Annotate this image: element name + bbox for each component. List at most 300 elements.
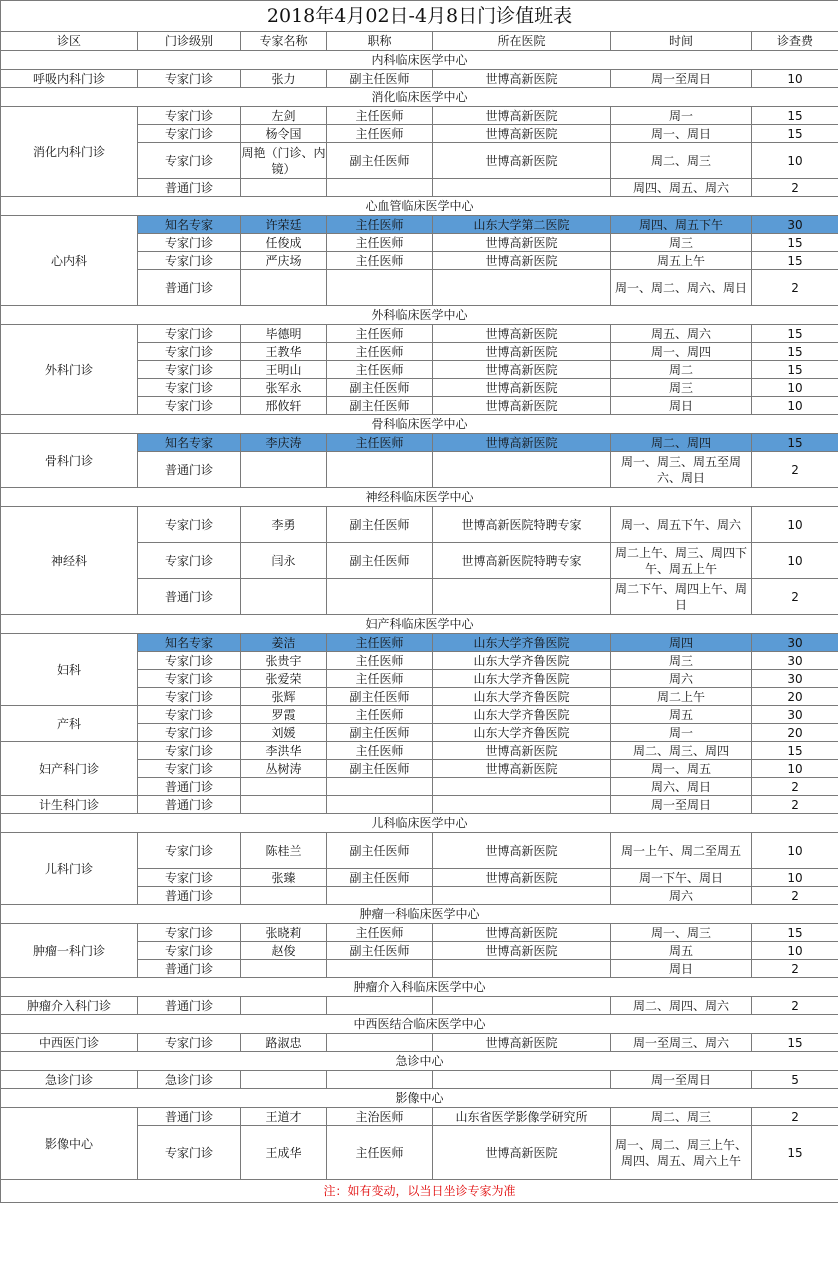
doctor-title: 副主任医师 [327,143,433,179]
doctor-title: 主任医师 [327,107,433,125]
consult-fee: 10 [752,942,838,960]
table-row [1,924,838,942]
schedule-time: 周二上午、周三、周四下午、周五上午 [611,543,752,579]
doctor-name: 张力 [241,70,327,88]
hospital-name: 世博高新医院 [433,361,611,379]
clinic-level: 专家门诊 [138,125,241,143]
clinic-level: 专家门诊 [138,234,241,252]
doctor-name [241,179,327,197]
section-row [1,814,838,833]
schedule-time: 周一、周五 [611,760,752,778]
section-row [1,88,838,107]
hospital-name: 世博高新医院 [433,125,611,143]
doctor-name: 刘媛 [241,724,327,742]
clinic-level: 专家门诊 [138,143,241,179]
doctor-title [327,452,433,488]
clinic-level: 普通门诊 [138,778,241,796]
section-title: 神经科临床医学中心 [1,488,838,507]
hospital-name: 世博高新医院 [433,234,611,252]
hospital-name: 世博高新医院 [433,924,611,942]
clinic-level: 专家门诊 [138,1034,241,1052]
clinic-level: 急诊门诊 [138,1071,241,1089]
doctor-name: 张贵宇 [241,652,327,670]
section-title: 内科临床医学中心 [1,51,838,70]
doctor-name: 赵俊 [241,942,327,960]
consult-fee: 2 [752,179,838,197]
doctor-title: 副主任医师 [327,724,433,742]
schedule-time: 周二、周四、周六 [611,997,752,1015]
doctor-name: 李洪华 [241,742,327,760]
doctor-title: 副主任医师 [327,543,433,579]
doctor-title: 主任医师 [327,234,433,252]
doctor-name [241,960,327,978]
clinic-level: 专家门诊 [138,652,241,670]
table-row [1,1108,838,1126]
schedule-time: 周一上午、周二至周五 [611,833,752,869]
consult-fee: 30 [752,652,838,670]
clinic-level: 专家门诊 [138,742,241,760]
clinic-area: 外科门诊 [1,325,138,415]
clinic-area: 骨科门诊 [1,434,138,488]
doctor-name [241,270,327,306]
col-header: 门诊级别 [138,32,241,51]
hospital-name: 世博高新医院 [433,760,611,778]
consult-fee: 15 [752,361,838,379]
consult-fee: 15 [752,125,838,143]
doctor-name: 毕德明 [241,325,327,343]
hospital-name: 世博高新医院 [433,143,611,179]
doctor-title: 副主任医师 [327,507,433,543]
hospital-name: 山东大学齐鲁医院 [433,706,611,724]
doctor-name: 张辉 [241,688,327,706]
clinic-area: 计生科门诊 [1,796,138,814]
doctor-title: 主任医师 [327,325,433,343]
clinic-level: 专家门诊 [138,1126,241,1180]
consult-fee: 10 [752,869,838,887]
schedule-time: 周一、周五下午、周六 [611,507,752,543]
schedule-time: 周六 [611,670,752,688]
clinic-area: 心内科 [1,216,138,306]
hospital-name: 世博高新医院特聘专家 [433,507,611,543]
clinic-area: 肿瘤介入科门诊 [1,997,138,1015]
doctor-title: 主治医师 [327,1108,433,1126]
doctor-name: 罗霞 [241,706,327,724]
consult-fee: 30 [752,706,838,724]
doctor-title [327,960,433,978]
doctor-name: 王明山 [241,361,327,379]
hospital-name: 山东大学齐鲁医院 [433,724,611,742]
doctor-title: 主任医师 [327,634,433,652]
consult-fee: 20 [752,724,838,742]
schedule-time: 周一、周四 [611,343,752,361]
clinic-area: 肿瘤一科门诊 [1,924,138,978]
clinic-level: 普通门诊 [138,270,241,306]
section-row [1,615,838,634]
section-row [1,1015,838,1034]
schedule-time: 周五、周六 [611,325,752,343]
schedule-time: 周四、周五下午 [611,216,752,234]
consult-fee: 2 [752,960,838,978]
consult-fee: 2 [752,997,838,1015]
clinic-level: 专家门诊 [138,706,241,724]
section-row [1,197,838,216]
clinic-level: 专家门诊 [138,325,241,343]
clinic-level: 普通门诊 [138,579,241,615]
schedule-time: 周一下午、周日 [611,869,752,887]
consult-fee: 2 [752,887,838,905]
schedule-time: 周一至周日 [611,796,752,814]
section-title: 心血管临床医学中心 [1,197,838,216]
section-title: 急诊中心 [1,1052,838,1071]
section-title: 影像中心 [1,1089,838,1108]
section-title: 肿瘤一科临床医学中心 [1,905,838,924]
clinic-level: 专家门诊 [138,760,241,778]
doctor-title [327,997,433,1015]
hospital-name [433,960,611,978]
doctor-name: 杨令国 [241,125,327,143]
doctor-title: 主任医师 [327,742,433,760]
consult-fee: 2 [752,579,838,615]
doctor-title: 副主任医师 [327,760,433,778]
consult-fee: 10 [752,397,838,415]
schedule-time: 周五 [611,942,752,960]
table-row [1,796,838,814]
schedule-time: 周二、周三 [611,143,752,179]
header-row [1,32,838,51]
hospital-name: 世博高新医院 [433,1126,611,1180]
hospital-name [433,579,611,615]
doctor-name: 周艳（门诊、内镜） [241,143,327,179]
clinic-level: 普通门诊 [138,887,241,905]
doctor-name [241,887,327,905]
hospital-name [433,179,611,197]
clinic-level: 专家门诊 [138,70,241,88]
doctor-name [241,997,327,1015]
doctor-title: 主任医师 [327,706,433,724]
col-header: 所在医院 [433,32,611,51]
clinic-level: 专家门诊 [138,343,241,361]
hospital-name: 世博高新医院 [433,379,611,397]
schedule-time: 周二上午 [611,688,752,706]
consult-fee: 2 [752,778,838,796]
schedule-time: 周三 [611,652,752,670]
schedule-time: 周二、周三 [611,1108,752,1126]
schedule-time: 周一至周日 [611,1071,752,1089]
schedule-time: 周四 [611,634,752,652]
doctor-title [327,579,433,615]
section-row [1,1052,838,1071]
table-row [1,833,838,869]
section-title: 消化临床医学中心 [1,88,838,107]
schedule-time: 周一至周日 [611,70,752,88]
section-title: 骨科临床医学中心 [1,415,838,434]
table-row [1,216,838,234]
doctor-name [241,452,327,488]
doctor-name: 张臻 [241,869,327,887]
clinic-level: 专家门诊 [138,833,241,869]
doctor-name: 严庆场 [241,252,327,270]
doctor-name: 张爱荣 [241,670,327,688]
consult-fee: 15 [752,924,838,942]
section-title: 外科临床医学中心 [1,306,838,325]
doctor-title: 副主任医师 [327,70,433,88]
section-title: 肿瘤介入科临床医学中心 [1,978,838,997]
clinic-level: 专家门诊 [138,361,241,379]
schedule-time: 周一 [611,107,752,125]
hospital-name: 世博高新医院 [433,252,611,270]
table-row [1,107,838,125]
section-title: 妇产科临床医学中心 [1,615,838,634]
clinic-level: 知名专家 [138,634,241,652]
clinic-level: 专家门诊 [138,724,241,742]
hospital-name: 世博高新医院 [433,833,611,869]
hospital-name: 世博高新医院 [433,70,611,88]
schedule-time: 周二下午、周四上午、周日 [611,579,752,615]
schedule-time: 周日 [611,960,752,978]
hospital-name [433,796,611,814]
doctor-title: 副主任医师 [327,397,433,415]
doctor-title: 主任医师 [327,1126,433,1180]
doctor-name: 丛树涛 [241,760,327,778]
clinic-area: 呼吸内科门诊 [1,70,138,88]
doctor-name: 许荣廷 [241,216,327,234]
schedule-time: 周二、周三、周四 [611,742,752,760]
clinic-level: 专家门诊 [138,397,241,415]
hospital-name: 山东大学第二医院 [433,216,611,234]
clinic-level: 专家门诊 [138,670,241,688]
section-row [1,1089,838,1108]
page-title: 2018年4月02日-4月8日门诊值班表 [1,1,838,32]
consult-fee: 2 [752,452,838,488]
doctor-title [327,179,433,197]
clinic-level: 专家门诊 [138,379,241,397]
consult-fee: 2 [752,1108,838,1126]
doctor-name [241,778,327,796]
consult-fee: 20 [752,688,838,706]
hospital-name [433,270,611,306]
schedule-time: 周一、周三、周五至周六、周日 [611,452,752,488]
hospital-name [433,452,611,488]
clinic-area: 影像中心 [1,1108,138,1180]
hospital-name: 世博高新医院 [433,325,611,343]
doctor-name [241,796,327,814]
doctor-title [327,796,433,814]
clinic-area: 妇科 [1,634,138,706]
clinic-level: 知名专家 [138,434,241,452]
clinic-level: 知名专家 [138,216,241,234]
schedule-time: 周五上午 [611,252,752,270]
col-header: 时间 [611,32,752,51]
hospital-name: 世博高新医院 [433,942,611,960]
doctor-title: 副主任医师 [327,833,433,869]
doctor-name: 闫永 [241,543,327,579]
doctor-title: 副主任医师 [327,688,433,706]
hospital-name: 山东大学齐鲁医院 [433,652,611,670]
doctor-title: 主任医师 [327,434,433,452]
doctor-title: 主任医师 [327,361,433,379]
table-row [1,997,838,1015]
schedule-time: 周日 [611,397,752,415]
table-row [1,634,838,652]
hospital-name: 世博高新医院 [433,107,611,125]
consult-fee: 10 [752,760,838,778]
clinic-level: 普通门诊 [138,452,241,488]
hospital-name: 世博高新医院 [433,742,611,760]
consult-fee: 10 [752,507,838,543]
consult-fee: 30 [752,634,838,652]
clinic-level: 普通门诊 [138,960,241,978]
clinic-area: 神经科 [1,507,138,615]
doctor-title [327,1071,433,1089]
clinic-level: 普通门诊 [138,796,241,814]
hospital-name: 世博高新医院 [433,397,611,415]
doctor-name: 张军永 [241,379,327,397]
hospital-name: 山东大学齐鲁医院 [433,688,611,706]
doctor-title [327,887,433,905]
consult-fee: 15 [752,234,838,252]
section-row [1,488,838,507]
table-row [1,434,838,452]
schedule-time: 周二、周四 [611,434,752,452]
doctor-name [241,1071,327,1089]
doctor-title: 主任医师 [327,343,433,361]
col-header: 专家名称 [241,32,327,51]
clinic-area: 产科 [1,706,138,742]
consult-fee: 15 [752,107,838,125]
doctor-title: 主任医师 [327,652,433,670]
doctor-name: 王教华 [241,343,327,361]
consult-fee: 15 [752,252,838,270]
doctor-title [327,778,433,796]
table-row [1,706,838,724]
hospital-name: 世博高新医院特聘专家 [433,543,611,579]
hospital-name: 世博高新医院 [433,434,611,452]
clinic-level: 专家门诊 [138,688,241,706]
doctor-name: 陈桂兰 [241,833,327,869]
doctor-title: 副主任医师 [327,942,433,960]
hospital-name [433,997,611,1015]
consult-fee: 15 [752,742,838,760]
doctor-name: 路淑忠 [241,1034,327,1052]
doctor-title [327,1034,433,1052]
doctor-title: 副主任医师 [327,869,433,887]
clinic-level: 专家门诊 [138,107,241,125]
section-title: 儿科临床医学中心 [1,814,838,833]
schedule-time: 周一、周日 [611,125,752,143]
section-row [1,51,838,70]
clinic-area: 儿科门诊 [1,833,138,905]
schedule-time: 周三 [611,234,752,252]
consult-fee: 5 [752,1071,838,1089]
section-row [1,306,838,325]
doctor-name: 张晓莉 [241,924,327,942]
doctor-title [327,270,433,306]
hospital-name: 山东省医学影像学研究所 [433,1108,611,1126]
clinic-area: 消化内科门诊 [1,107,138,197]
consult-fee: 10 [752,70,838,88]
schedule-time: 周一、周二、周三上午、周四、周五、周六上午 [611,1126,752,1180]
hospital-name [433,778,611,796]
clinic-level: 专家门诊 [138,924,241,942]
table-row [1,1071,838,1089]
hospital-name [433,887,611,905]
schedule-time: 周三 [611,379,752,397]
consult-fee: 10 [752,379,838,397]
consult-fee: 15 [752,434,838,452]
doctor-title: 主任医师 [327,670,433,688]
schedule-time: 周六、周日 [611,778,752,796]
schedule-time: 周二 [611,361,752,379]
col-header: 诊查费 [752,32,838,51]
doctor-name: 邢攸轩 [241,397,327,415]
table-row [1,70,838,88]
doctor-title: 主任医师 [327,252,433,270]
col-header: 职称 [327,32,433,51]
consult-fee: 10 [752,543,838,579]
table-row [1,742,838,760]
hospital-name: 山东大学齐鲁医院 [433,634,611,652]
table-row [1,1034,838,1052]
consult-fee: 30 [752,216,838,234]
section-row [1,978,838,997]
hospital-name: 世博高新医院 [433,869,611,887]
clinic-level: 专家门诊 [138,942,241,960]
table-row [1,325,838,343]
consult-fee: 15 [752,343,838,361]
clinic-level: 普通门诊 [138,997,241,1015]
schedule-time: 周一、周二、周六、周日 [611,270,752,306]
hospital-name: 世博高新医院 [433,1034,611,1052]
schedule-time: 周六 [611,887,752,905]
doctor-name [241,579,327,615]
consult-fee: 2 [752,270,838,306]
doctor-name: 王道才 [241,1108,327,1126]
consult-fee: 10 [752,833,838,869]
consult-fee: 15 [752,325,838,343]
clinic-level: 专家门诊 [138,869,241,887]
schedule-time: 周一 [611,724,752,742]
section-row [1,415,838,434]
col-header: 诊区 [1,32,138,51]
clinic-level: 专家门诊 [138,543,241,579]
clinic-area: 妇产科门诊 [1,742,138,796]
doctor-name: 姜洁 [241,634,327,652]
consult-fee: 30 [752,670,838,688]
clinic-area: 急诊门诊 [1,1071,138,1089]
clinic-level: 普通门诊 [138,1108,241,1126]
doctor-title: 主任医师 [327,216,433,234]
doctor-title: 副主任医师 [327,379,433,397]
doctor-name: 任俊成 [241,234,327,252]
clinic-level: 普通门诊 [138,179,241,197]
consult-fee: 10 [752,143,838,179]
schedule-time: 周一至周三、周六 [611,1034,752,1052]
doctor-name: 李庆涛 [241,434,327,452]
doctor-name: 左剑 [241,107,327,125]
schedule-time: 周一、周三 [611,924,752,942]
consult-fee: 15 [752,1034,838,1052]
doctor-title: 主任医师 [327,125,433,143]
schedule-time: 周五 [611,706,752,724]
doctor-title: 主任医师 [327,924,433,942]
hospital-name [433,1071,611,1089]
section-title: 中西医结合临床医学中心 [1,1015,838,1034]
clinic-level: 专家门诊 [138,252,241,270]
schedule-time: 周四、周五、周六 [611,179,752,197]
footer-note: 注：如有变动，以当日坐诊专家为准 [1,1180,838,1203]
consult-fee: 2 [752,796,838,814]
hospital-name: 山东大学齐鲁医院 [433,670,611,688]
